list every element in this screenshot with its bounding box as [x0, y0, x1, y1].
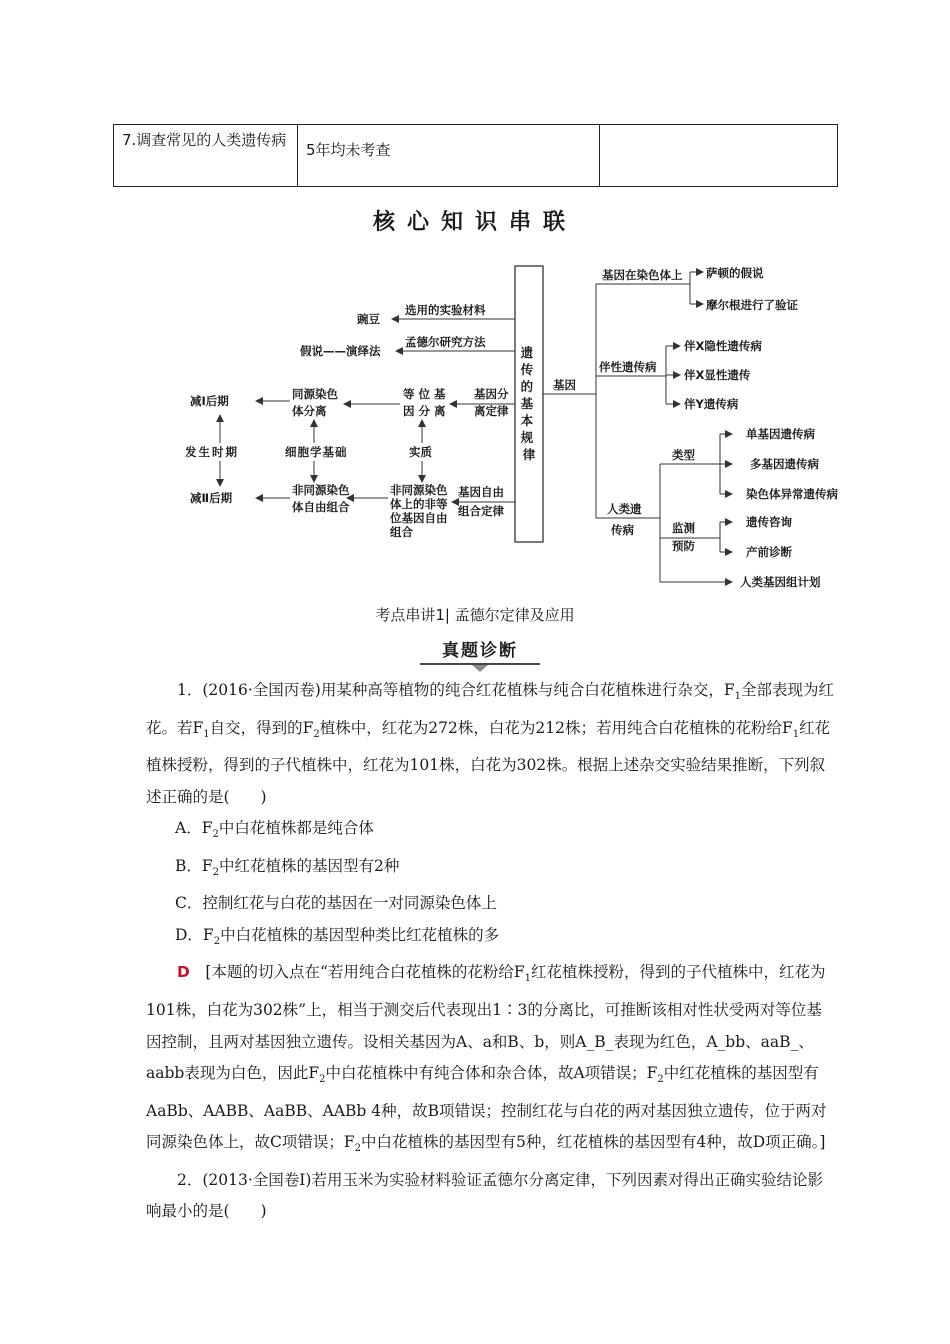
- label-ziyou-2: 组合定律: [458, 504, 504, 518]
- label-saton: 萨顿的假说: [706, 266, 764, 280]
- answer-explanation: D [本题的切入点在“若用纯合白花植株的花粉给$F_1$红花植株授粉，得到的子代植株中，红花为101株，白花为302株”上，相当于测交后代表现出1∶3的分离比，可推断该相对性状受两对等位基因控制，且两对基因独立遗传。设相关基因为A、a和B、b，则A_B_表现为红色，A_bb、aaB_、aabb表现为白色，因此$F_2$中白花植株中有纯合体和杂合体，故A项错误；$F_2$中红花植株的基因型有AaBb、AABB、AaBB、AABb 4种，故B项错误；控制红花与白花的两对基因独立遗传，位于两对同源染色体上，故C项错误；$F_2$中白花植株的基因型有5种，红花植株的基因型有4种，故D项正确。]: [146, 963, 827, 1155]
- label-fenli-1: 基因分: [474, 387, 509, 401]
- label-renlei-1: 人类遗: [607, 502, 642, 516]
- center-char-1: 遗: [520, 345, 534, 360]
- answer-letter: D: [177, 963, 190, 982]
- label-renlei-2: 传病: [611, 523, 634, 537]
- label-jiance-1: 监测: [672, 521, 695, 535]
- label-ftsy-3: 位基因自由: [390, 511, 448, 525]
- label-lx2: 多基因遗传病: [750, 457, 819, 471]
- label-ftsy-4: 组合: [390, 525, 413, 539]
- label-ftsy-1: 非同源染色: [390, 483, 448, 497]
- center-char-4: 基: [520, 396, 534, 411]
- label-gene: 基因: [553, 378, 576, 392]
- zhenti-label: 真题诊断: [442, 641, 518, 661]
- center-char-2: 传: [520, 362, 534, 377]
- label-jc1: 遗传咨询: [746, 515, 792, 529]
- label-bx2: 伴X显性遗传: [684, 368, 751, 382]
- label-tongyuan-1: 同源染色: [292, 387, 338, 401]
- section-title: 核心知识串联: [372, 210, 577, 235]
- label-tongyuan-2: 体分离: [292, 404, 327, 418]
- table-row: [114, 125, 838, 187]
- label-xuanyong: 选用的实验材料: [405, 303, 486, 317]
- label-shizhi: 实质: [409, 445, 432, 459]
- table-cell-topic: 7.调查常见的人类遗传病: [114, 125, 298, 187]
- question-1-stem: 1．(2016·全国丙卷)用某种高等植物的纯合红花植株与纯合白花植株进行杂交，$F_1$全部表现为红花。若$F_1$自交，得到的$F_2$植株中，红花为272株，白花为212株；若用纯合白花植株的花粉给$F_1$红花植株授粉，得到的子代植株中，红花为101株，白花为302株。根据上述杂交实验结果推断，下列叙述正确的是( ): [146, 681, 834, 806]
- label-fasheng: 发生时期: [185, 445, 239, 459]
- table-cell-empty: [600, 125, 838, 187]
- question-2-stem: 2．(2013·全国卷Ⅰ)若用玉米为实验材料验证孟德尔分离定律，下列因素对得出正确实验结论影响最小的是( ): [146, 1170, 823, 1221]
- center-char-3: 的: [520, 379, 534, 394]
- zhenti-heading: [420, 636, 540, 672]
- center-label: [520, 345, 538, 462]
- label-jihua: 人类基因组计划: [740, 575, 821, 589]
- label-ziyou-1: 基因自由: [458, 485, 504, 499]
- knowledge-diagram: [150, 258, 850, 598]
- option-b: B．$F_2$中红花植株的基因型有2种: [175, 856, 400, 878]
- label-wandou: 豌豆: [357, 312, 380, 326]
- option-c: C．控制红花与白花的基因在一对同源染色体上: [175, 894, 497, 913]
- label-bx3: 伴Y遗传病: [684, 397, 739, 411]
- center-char-5: 本: [520, 413, 534, 428]
- label-dengwei-2: 因分离: [403, 404, 450, 418]
- label-banxing: 伴性遗传病: [599, 360, 657, 374]
- label-jian2: 减Ⅱ后期: [190, 491, 233, 505]
- center-text-source: 遗传的基本规律: [150, 258, 157, 259]
- label-feitong-2: 体自由组合: [292, 500, 350, 514]
- table-cell-frequency: 5年均未考查: [298, 125, 600, 187]
- label-lx1: 单基因遗传病: [746, 427, 815, 441]
- option-a: A．$F_2$中白花植株都是纯合体: [175, 819, 374, 841]
- center-char-6: 规: [520, 430, 534, 445]
- option-d: D．$F_2$中白花植株的基因型种类比红花植株的多: [175, 925, 500, 947]
- zhenti-triangle-icon: [472, 665, 488, 672]
- label-fenli-2: 离定律: [474, 404, 509, 418]
- label-bx1: 伴X隐性遗传病: [684, 339, 762, 353]
- label-xibao: 细胞学基础: [285, 445, 348, 459]
- topic-heading: 考点串讲1| 孟德尔定律及应用: [375, 606, 575, 624]
- label-moer: 摩尔根进行了验证: [706, 298, 798, 312]
- label-leixing: 类型: [672, 448, 695, 462]
- label-dengwei-1: 等位基: [403, 387, 450, 401]
- label-feitong-1: 非同源染色: [292, 483, 350, 497]
- label-jiashuo: 假说——演绎法: [300, 344, 381, 358]
- label-ftsy-2: 体上的非等: [390, 497, 448, 511]
- label-yanjiu: 孟德尔研究方法: [405, 335, 486, 349]
- label-jiance-2: 预防: [672, 539, 695, 553]
- center-char-7: 律: [522, 447, 536, 462]
- label-jian1: 减Ⅰ后期: [190, 394, 229, 408]
- label-ranseti: 基因在染色体上: [602, 268, 683, 282]
- exam-table: [113, 124, 838, 187]
- label-lx3: 染色体异常遗传病: [746, 487, 838, 501]
- question-1: [146, 675, 836, 1228]
- label-jc2: 产前诊断: [746, 545, 792, 559]
